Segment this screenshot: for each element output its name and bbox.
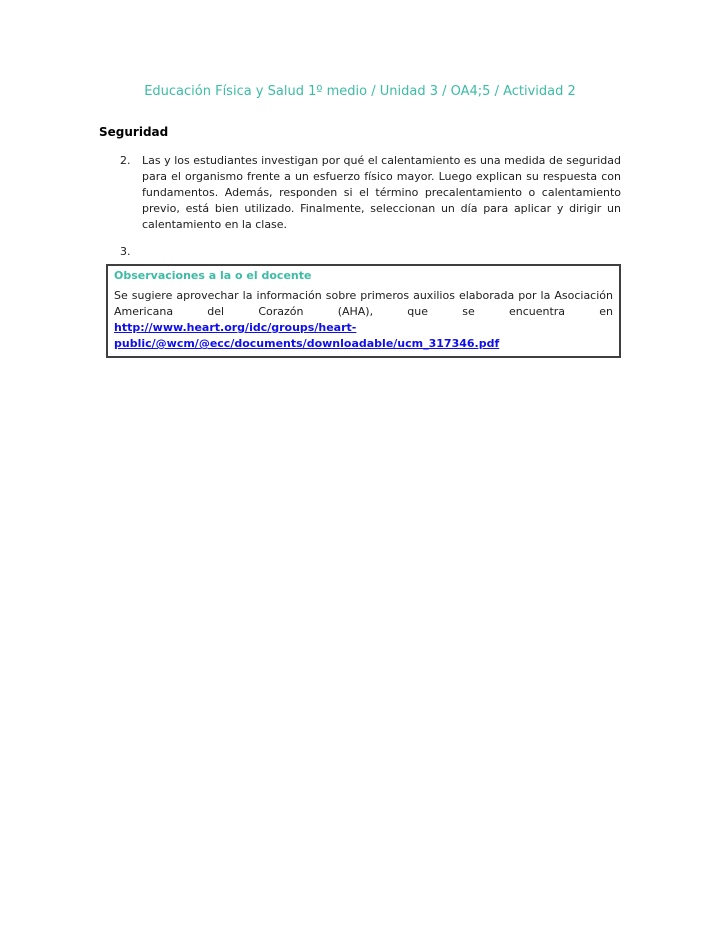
list-item-number: 3. (120, 245, 131, 258)
note-box-link[interactable]: http://www.heart.org/idc/groups/heart-public/@wcm/@ecc/documents/downloadable/ucm_317346.pdf (114, 321, 500, 350)
list-item-text (142, 244, 621, 260)
activity-list-item-2 (120, 153, 621, 233)
document-title: Educación Física y Salud 1º medio / Unidad 3 / OA4;5 / Actividad 2 (144, 84, 576, 99)
note-box-text: Se sugiere aprovechar la información sobre primeros auxilios elaborada por la Asociación Americana del Corazón (AHA), que se encuentra en (114, 289, 613, 318)
teacher-note-box (106, 264, 621, 358)
section-heading: Seguridad (99, 125, 169, 139)
activity-list-item-3 (120, 244, 621, 260)
note-box-body (114, 288, 613, 352)
list-item-text: Las y los estudiantes investigan por qué el calentamiento es una medida de seguridad para el organismo frente a un esfuerzo físico mayor. Luego explican su respuesta con fundamentos. Además, responden si el término precalentamiento o calentamiento previo, está bien utilizado. Finalmente, seleccionan un día para aplicar y dirigir un calentamiento en la clase. (142, 154, 621, 231)
note-box-header: Observaciones a la o el docente (114, 269, 312, 282)
list-item-number: 2. (120, 154, 131, 167)
